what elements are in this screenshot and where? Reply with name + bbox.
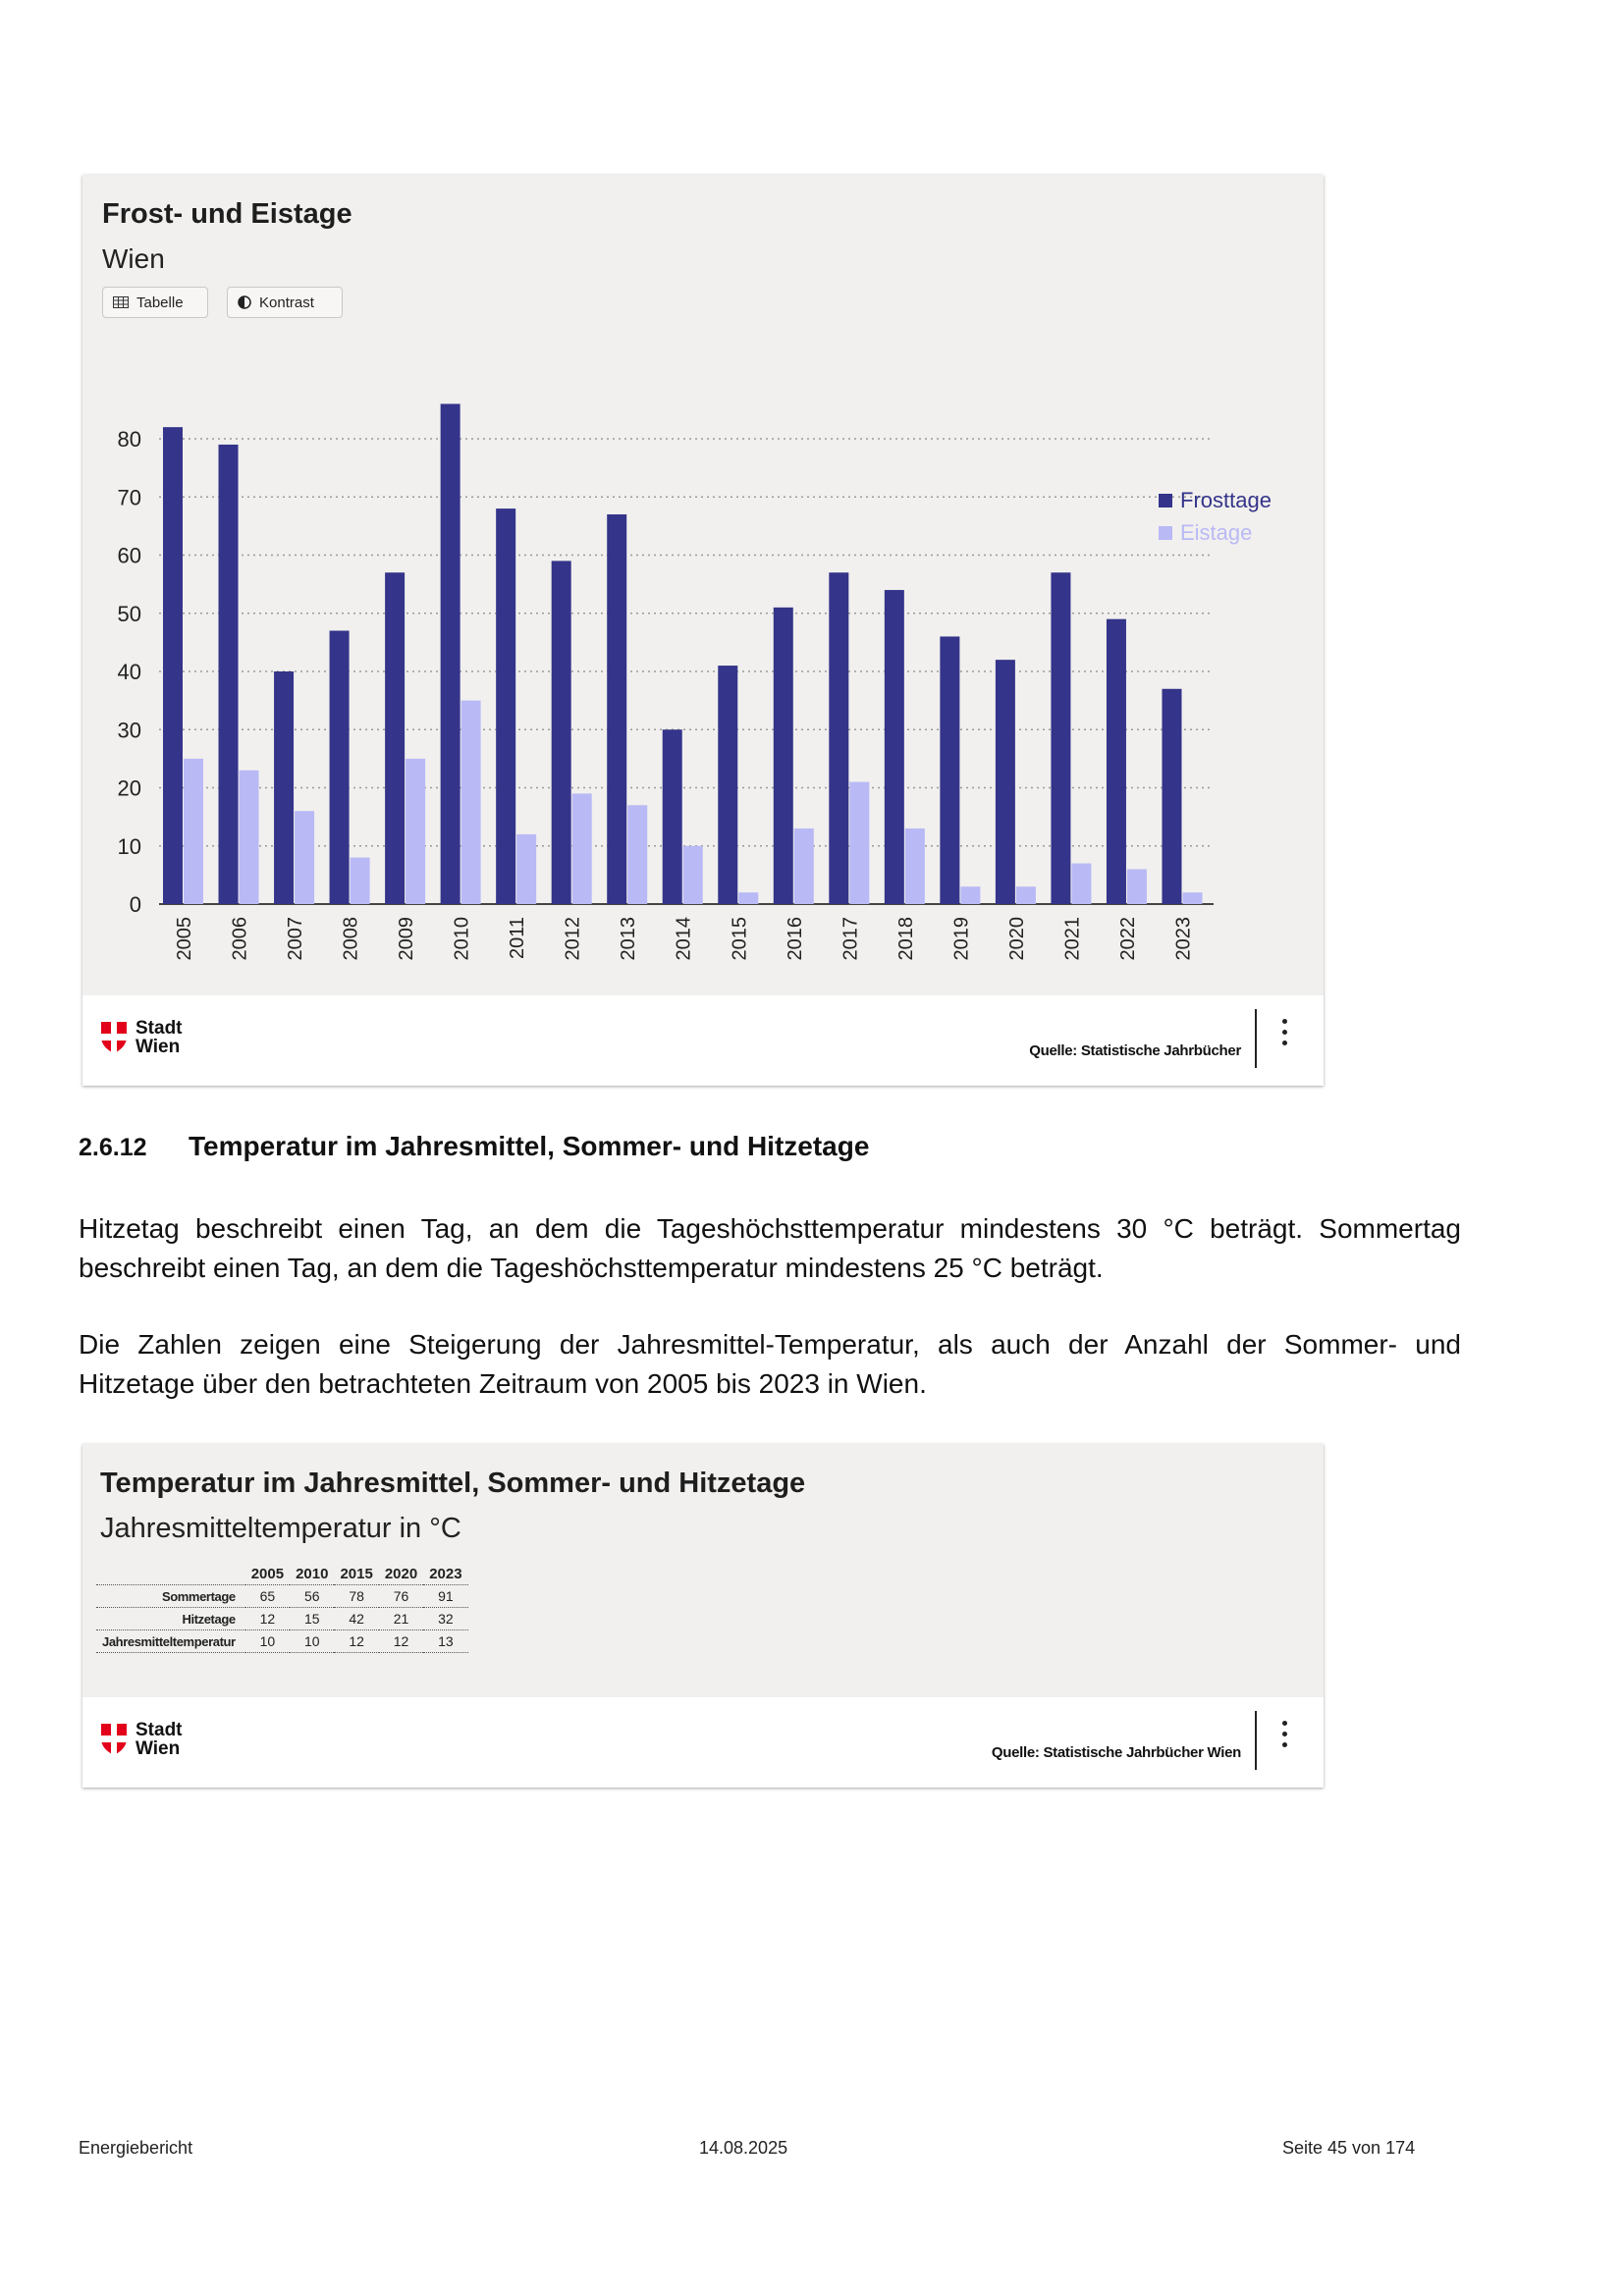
footer-document-name: Energiebericht (79, 2138, 193, 2158)
paragraph-2 (79, 1325, 1461, 1404)
table-cell: 12 (379, 1630, 423, 1653)
bar-eistage (184, 759, 203, 904)
table-card-subtitle: Jahresmitteltemperatur in °C (100, 1513, 461, 1544)
x-tick-label: 2019 (950, 917, 973, 961)
x-tick-label: 2009 (396, 917, 418, 961)
bar-frosttage (1107, 619, 1126, 904)
x-tick-label: 2008 (340, 917, 362, 961)
x-tick-label: 2018 (894, 917, 917, 961)
bar-eistage (1016, 886, 1036, 904)
bar-frosttage (496, 508, 515, 904)
paragraph-1 (79, 1209, 1461, 1288)
bar-frosttage (940, 636, 959, 904)
bar-eistage (960, 886, 980, 904)
bar-frosttage (718, 666, 737, 904)
x-tick-label: 2022 (1116, 917, 1139, 961)
temperatur-table-card (82, 1444, 1324, 1788)
bar-frosttage (774, 608, 793, 904)
table-cell: 12 (334, 1630, 378, 1653)
logo-line-2: Wien (135, 1738, 181, 1759)
table-card-footer (82, 1697, 1324, 1788)
section-heading (79, 1131, 869, 1162)
table-cell: 91 (423, 1585, 467, 1608)
bar-eistage (849, 782, 869, 904)
bar-eistage (1071, 864, 1091, 904)
paragraph-1-line-1: Hitzetag beschreibt einen Tag, an dem die Tageshöchsttemperatur mindestens 30 °C beträgt. Sommertag (79, 1213, 1461, 1244)
footer-divider (1255, 1009, 1257, 1068)
logo-line-1: Stadt (135, 1720, 183, 1740)
table-cell: 10 (290, 1630, 334, 1653)
legend-label: Eistage (1180, 520, 1253, 545)
y-tick-label: 60 (117, 543, 141, 568)
x-tick-label: 2016 (784, 917, 806, 961)
row-label: Sommertage (96, 1585, 245, 1608)
bar-frosttage (330, 631, 350, 904)
bar-eistage (295, 811, 314, 904)
bar-frosttage (1051, 572, 1070, 904)
bar-eistage (738, 892, 758, 904)
chart-source: Quelle: Statistische Jahrbücher (1029, 1042, 1241, 1059)
bar-frosttage (996, 660, 1015, 904)
bar-eistage (461, 701, 481, 904)
table-button-label: Tabelle (136, 294, 184, 311)
stadt-wien-logo (100, 1019, 183, 1056)
table-cell: 76 (379, 1585, 423, 1608)
table-header-row (96, 1566, 468, 1585)
frost-eistage-chart-card (82, 175, 1324, 1086)
bar-eistage (794, 828, 814, 904)
footer-page-number: Seite 45 von 174 (1282, 2138, 1416, 2158)
contrast-button-label: Kontrast (259, 294, 314, 311)
x-tick-label: 2005 (174, 917, 195, 961)
table-card-title: Temperatur im Jahresmittel, Sommer- und Hitzetage (100, 1468, 806, 1499)
table-cell: 13 (423, 1630, 467, 1653)
x-tick-label: 2007 (285, 917, 307, 961)
bar-frosttage (219, 445, 239, 904)
wien-shield-icon (100, 1021, 128, 1054)
bar-frosttage (441, 403, 460, 904)
y-tick-label: 50 (117, 601, 141, 626)
paragraph-1-line-2: beschreibt einen Tag, an dem die Tageshöchsttemperatur mindestens 25 °C beträgt. (79, 1253, 1104, 1283)
table-cell: 32 (423, 1608, 467, 1630)
column-header: 2015 (340, 1566, 373, 1582)
column-header: 2023 (429, 1566, 462, 1582)
bar-frosttage (1162, 689, 1181, 904)
footer-divider (1255, 1711, 1257, 1770)
chart-footer (82, 995, 1324, 1086)
table-cell: 15 (290, 1608, 334, 1630)
x-tick-label: 2010 (451, 917, 473, 961)
legend-swatch (1159, 526, 1172, 540)
section-number: 2.6.12 (79, 1134, 147, 1161)
bar-frosttage (663, 729, 682, 904)
y-tick-label: 10 (117, 833, 141, 859)
footer-date: 14.08.2025 (699, 2138, 788, 2158)
row-label: Jahresmitteltemperatur (96, 1630, 245, 1653)
bar-frosttage (885, 590, 904, 904)
table-row (96, 1585, 468, 1608)
bar-eistage (1182, 892, 1202, 904)
table-row (96, 1630, 468, 1653)
x-tick-label: 2023 (1172, 917, 1195, 961)
column-header: 2010 (296, 1566, 329, 1582)
x-tick-label: 2012 (562, 917, 584, 961)
y-tick-label: 20 (117, 775, 141, 801)
legend-swatch (1159, 494, 1172, 507)
x-tick-label: 2020 (1005, 917, 1028, 961)
x-tick-label: 2014 (673, 917, 695, 961)
table-cell: 56 (290, 1585, 334, 1608)
y-tick-label: 0 (129, 892, 141, 917)
y-tick-label: 70 (117, 485, 141, 510)
y-tick-label: 30 (117, 718, 141, 743)
x-tick-label: 2011 (507, 917, 529, 960)
y-tick-label: 80 (117, 427, 141, 452)
temperature-table (96, 1566, 468, 1653)
table-cell: 10 (245, 1630, 290, 1653)
bar-frosttage (385, 572, 405, 904)
wien-shield-icon (100, 1723, 128, 1756)
paragraph-2-line-1: Die Zahlen zeigen eine Steigerung der Jahresmittel-Temperatur, als auch der Anzahl der Sommer- und (79, 1329, 1461, 1360)
section-title: Temperatur im Jahresmittel, Sommer- und Hitzetage (189, 1131, 870, 1161)
bar-eistage (1127, 869, 1147, 904)
x-tick-label: 2021 (1061, 917, 1084, 961)
bar-eistage (905, 828, 925, 904)
table-cell: 78 (334, 1585, 378, 1608)
stadt-wien-logo (100, 1721, 183, 1758)
logo-line-2: Wien (135, 1037, 181, 1057)
frost-eistage-bar-chart (82, 175, 1324, 991)
x-tick-label: 2017 (839, 917, 862, 961)
table-menu-button[interactable] (1274, 1721, 1294, 1747)
bar-frosttage (552, 561, 571, 904)
chart-menu-button[interactable] (1274, 1019, 1294, 1045)
bar-eistage (572, 793, 592, 904)
bar-eistage (516, 834, 536, 904)
bar-frosttage (829, 572, 848, 904)
bar-frosttage (607, 514, 626, 904)
column-header: 2020 (384, 1566, 418, 1582)
table-cell: 42 (334, 1608, 378, 1630)
logo-line-1: Stadt (135, 1018, 183, 1039)
bar-eistage (240, 771, 259, 904)
table-cell: 65 (245, 1585, 290, 1608)
bar-eistage (683, 846, 703, 904)
x-tick-label: 2013 (618, 917, 640, 961)
table-row (96, 1608, 468, 1630)
table-source: Quelle: Statistische Jahrbücher Wien (991, 1744, 1241, 1761)
chart-title: Frost- und Eistage (102, 198, 352, 230)
legend-label: Frosttage (1180, 488, 1272, 512)
y-tick-label: 40 (117, 660, 141, 684)
x-tick-label: 2006 (229, 917, 251, 961)
column-header: 2005 (250, 1566, 285, 1582)
row-label: Hitzetage (96, 1608, 245, 1630)
paragraph-2-line-2: Hitzetage über den betrachteten Zeitraum von 2005 bis 2023 in Wien. (79, 1368, 927, 1399)
bar-frosttage (274, 671, 294, 904)
x-tick-label: 2015 (729, 917, 751, 961)
bar-eistage (351, 858, 370, 904)
bar-eistage (627, 805, 647, 904)
chart-subtitle: Wien (102, 243, 165, 274)
bar-frosttage (163, 427, 183, 904)
bar-eistage (406, 759, 425, 904)
table-cell: 12 (245, 1608, 290, 1630)
table-cell: 21 (379, 1608, 423, 1630)
